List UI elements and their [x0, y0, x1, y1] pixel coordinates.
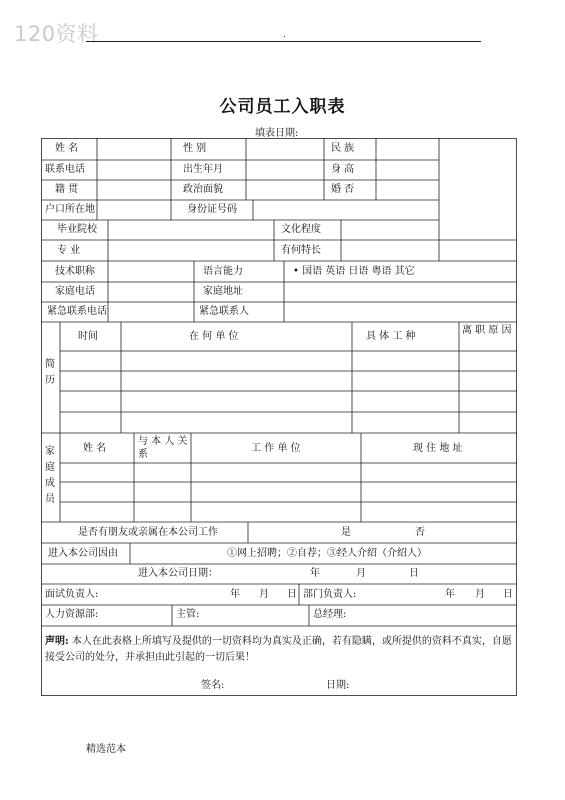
- family-address-header: 现 住 地 址: [413, 443, 463, 454]
- specialty-label: 有何特长: [281, 245, 321, 256]
- interviewer-day: 日: [287, 589, 297, 600]
- signature-label: 签名:: [201, 680, 225, 691]
- entry-form-table: [41, 138, 517, 696]
- interviewer-label: 面试负责人:: [45, 589, 99, 600]
- hukou-label: 户口所在地: [45, 204, 95, 215]
- dept-head-label: 部门负责人:: [303, 589, 357, 600]
- declaration: [45, 634, 513, 666]
- reason-label: 进入本公司因由: [48, 548, 118, 559]
- gender-label: 性 别: [183, 143, 207, 154]
- birth-label: 出生年月: [183, 164, 223, 175]
- school-label: 毕业院校: [57, 224, 97, 235]
- home-phone-label: 家庭电话: [55, 286, 95, 297]
- declaration-title: 声明:: [45, 636, 69, 647]
- resume-job-header: 具 体 工 种: [366, 331, 416, 342]
- family-work-header: 工 作 单 位: [251, 443, 301, 454]
- header-dot: .: [283, 30, 286, 40]
- resume-side-label: 简 历: [45, 359, 55, 386]
- resume-time-header: 时间: [78, 331, 98, 342]
- friends-no: 否: [415, 527, 425, 538]
- supervisor-label: 主管:: [176, 609, 200, 620]
- hr-label: 人力资源部:: [45, 609, 99, 620]
- friends-question: 是否有朋友或亲属在本公司工作: [78, 527, 218, 538]
- declaration-text: 本人在此表格上所填写及提供的一切资料均为真实及正确，若有隐瞒，或所提供的资料不真实，自愿接受公司的处分，并承担由此引起的一切后果！: [45, 636, 512, 663]
- language-label: 语言能力: [203, 266, 243, 277]
- interviewer-year: 年: [230, 589, 240, 600]
- major-label: 专 业: [57, 245, 81, 256]
- dept-head-month: 月: [475, 589, 485, 600]
- table-grid: [41, 138, 517, 696]
- dept-head-day: 日: [503, 589, 513, 600]
- dept-head-year: 年: [445, 589, 455, 600]
- phone-label: 联系电话: [45, 164, 85, 175]
- entry-date-year: 年: [310, 568, 320, 579]
- native-place-label: 籍 贯: [55, 184, 79, 195]
- watermark-logo: 120资料: [14, 22, 99, 46]
- emergency-contact-label: 紧急联系人: [199, 306, 249, 317]
- manager-label: 总经理:: [313, 609, 347, 620]
- emergency-phone-label: 紧急联系电话: [47, 306, 107, 317]
- page-title: 公司员工入职表: [219, 97, 346, 117]
- name-label: 姓 名: [55, 143, 79, 154]
- family-name-header: 姓 名: [83, 443, 107, 454]
- interviewer-month: 月: [259, 589, 269, 600]
- height-label: 身 高: [331, 164, 355, 175]
- declaration-date-label: 日期:: [326, 680, 350, 691]
- footer-note: 精选范本: [86, 744, 126, 755]
- resume-unit-header: 在 何 单 位: [189, 331, 239, 342]
- resume-reason-header: 离 职 原 因: [462, 325, 512, 336]
- ethnicity-label: 民 族: [331, 143, 355, 154]
- family-side-label: 家 庭 成 员: [45, 446, 55, 505]
- entry-date-label: 进入本公司日期：: [138, 568, 218, 579]
- friends-yes: 是: [341, 527, 351, 538]
- home-address-label: 家庭地址: [203, 286, 243, 297]
- political-label: 政治面貌: [183, 184, 223, 195]
- language-options: • 国语 英语 日语 粤语 其它: [293, 266, 415, 277]
- education-label: 文化程度: [281, 224, 321, 235]
- reason-options: ①网上招聘；②自荐；③经人介绍（介绍人）: [227, 548, 427, 559]
- header-rule: [86, 41, 481, 42]
- marital-label: 婚 否: [331, 184, 355, 195]
- fill-date-label: 填表日期:: [255, 128, 299, 139]
- id-number-label: 身份证号码: [187, 204, 237, 215]
- skill-title-label: 技术职称: [55, 266, 95, 277]
- entry-date-day: 日: [409, 568, 419, 579]
- family-relation-header: 与 本 人 关 系: [138, 436, 188, 460]
- entry-date-month: 月: [356, 568, 366, 579]
